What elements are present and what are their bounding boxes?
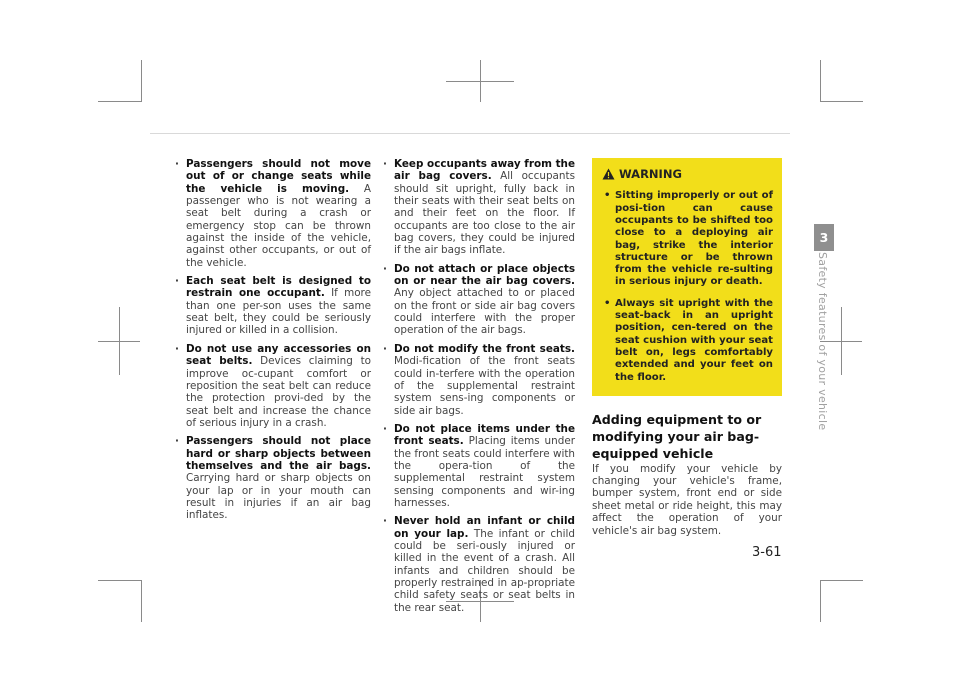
bullet-item: · Keep occupants away from the air bag covers. All occupants should sit upright, fully back in their seats with their seat belts on and their feet on the floor. If occupants are too close to the air bag covers, they could be injured if the air bags inflate. — [382, 158, 575, 257]
section-title: Adding equipment to or modifying your air bag-equipped vehicle — [592, 411, 762, 461]
crop-mark — [141, 60, 142, 102]
crop-mark — [98, 341, 140, 342]
column-1 — [174, 158, 371, 528]
warning-item: • Always sit upright with the seat-back in an upright position, cen-tered on the seat cushion with your seat belt on, legs comfortably extended and your feet on the floor. — [602, 298, 773, 384]
chapter-tab: 3 — [814, 224, 834, 251]
warning-triangle-icon — [602, 168, 615, 180]
crop-mark — [446, 81, 514, 82]
page-number: 3-61 — [752, 545, 782, 560]
column-2 — [382, 158, 575, 620]
bullet-item: · Do not use any accessories on seat belts. Devices claiming to improve oc-cupant comfort or reposition the seat belt can reduce the protection provi-ded by the seat belt and increase the chance of serious injury in a crash. — [174, 343, 371, 429]
bullet-item: · Do not place items under the front seats. Placing items under the front seats could interfere with the opera-tion of the supplemental restraint system sensing components and wir-ing harnesses. — [382, 423, 575, 509]
crop-mark — [820, 101, 863, 102]
crop-mark — [98, 580, 141, 581]
bullet-item: · Each seat belt is designed to restrain one occupant. If more than one per-son uses the same seat belt, they could be seriously injured or killed in a collision. — [174, 275, 371, 337]
crop-mark — [820, 60, 821, 102]
crop-mark — [820, 580, 821, 622]
section-body: If you modify your vehicle by changing your vehicle's frame, bumper system, front end or side sheet metal or ride height, this may affect the operation of your vehicle's air bag system. — [592, 462, 782, 537]
bullet-item: · Never hold an infant or child on your lap. The infant or child could be seri-ously injured or killed in the event of a crash. All infants and children should be properly restrained in ap-propriate child safety seats or seat belts in the rear seat. — [382, 515, 575, 614]
crop-mark — [141, 580, 142, 622]
bullet-item: · Do not attach or place objects on or near the air bag covers. Any object attached to or placed on the front or side air bag covers could interfere with the proper operation of the air bags. — [382, 263, 575, 337]
bullet-item: · Passengers should not place hard or sharp objects between themselves and the air bags. Carrying hard or sharp objects on your lap or in your mouth can result in injuries if an air bag inflates. — [174, 435, 371, 521]
warning-header — [602, 168, 773, 180]
crop-mark — [820, 580, 863, 581]
bullet-item: · Do not modify the front seats. Modi-fication of the front seats could in-terfere with the operation of the supplemental restraint system sens-ing components or side air bags. — [382, 343, 575, 417]
warning-box — [592, 158, 782, 396]
column-3 — [592, 158, 782, 537]
warning-title: WARNING — [619, 167, 682, 181]
warning-item: • Sitting improperly or out of posi-tion can cause occupants to be shifted too close to a deploying air bag, strike the interior structure or be thrown from the vehicle re-sulting in serious injury or death. — [602, 190, 773, 288]
bullet-item: · Passengers should not move out of or change seats while the vehicle is moving. A passenger who is not wearing a seat belt during a crash or emergency stop can be thrown against the inside of the vehicle, against other occupants, or out of the vehicle. — [174, 158, 371, 269]
header-rule — [150, 133, 790, 134]
chapter-title: Safety features of your vehicle — [816, 252, 829, 431]
crop-mark — [98, 101, 141, 102]
